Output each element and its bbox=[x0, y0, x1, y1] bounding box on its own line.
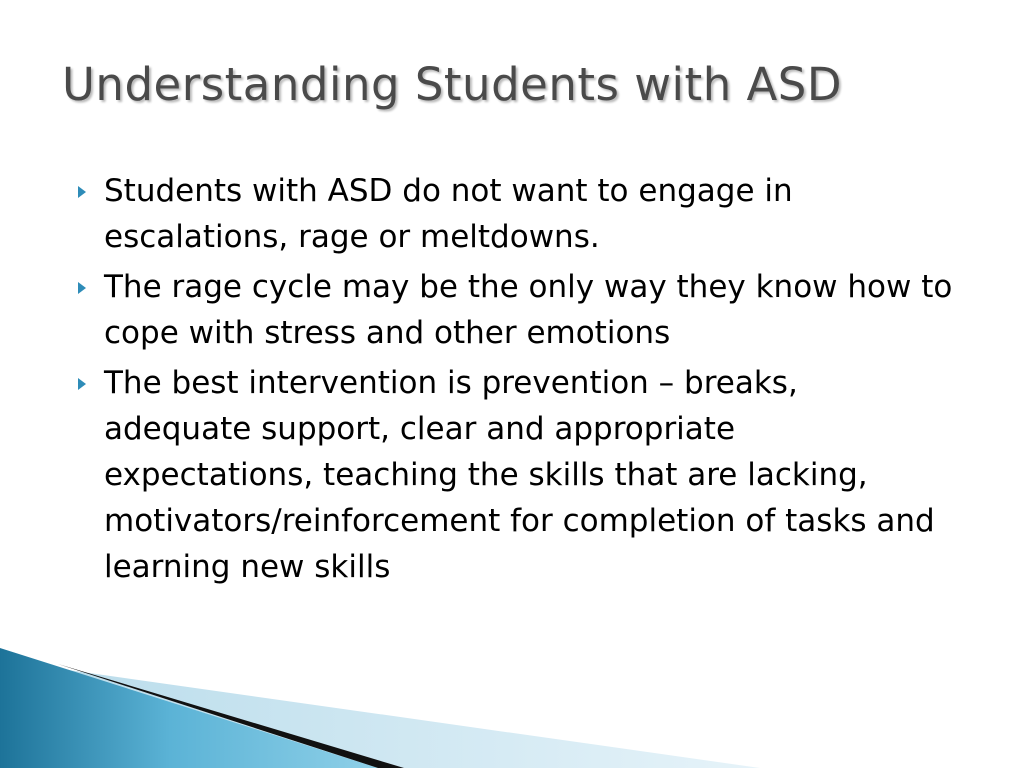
bullet-text: The rage cycle may be the only way they know how to cope with stress and other emotions bbox=[104, 269, 953, 351]
bullet-text: Students with ASD do not want to engage in escalations, rage or meltdowns. bbox=[104, 173, 793, 255]
slide-title: Understanding Students with ASD bbox=[62, 58, 843, 111]
triangle-right-icon bbox=[78, 378, 86, 390]
bullet-list bbox=[74, 168, 954, 594]
triangle-right-icon bbox=[78, 186, 86, 198]
bullet-text: The best intervention is prevention – breaks, adequate support, clear and appropriate expectations, teaching the skills that are lacking, motivators/reinforcement for completion of tasks and learning new skills bbox=[104, 365, 935, 585]
bullet-item bbox=[74, 264, 954, 356]
bullet-item bbox=[74, 168, 954, 260]
triangle-right-icon bbox=[78, 282, 86, 294]
bullet-item bbox=[74, 360, 954, 590]
